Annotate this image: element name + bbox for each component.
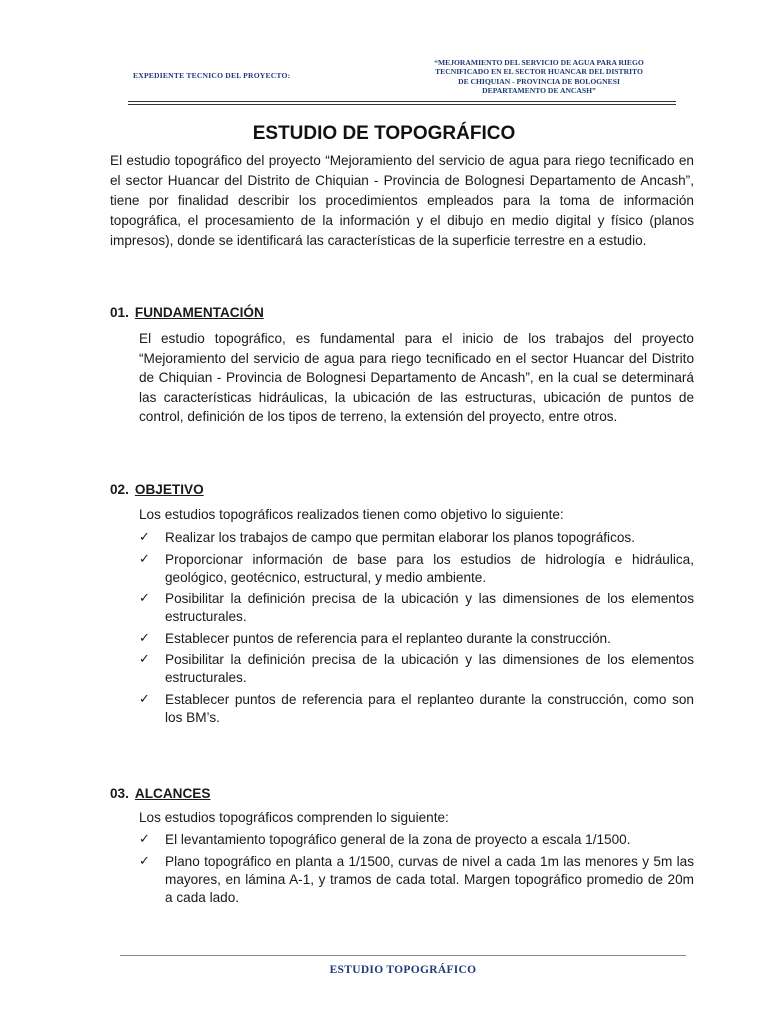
check-icon: ✓ bbox=[139, 551, 150, 567]
header-divider bbox=[128, 101, 676, 102]
section-heading-alcances bbox=[110, 786, 210, 801]
header-title-line: TECNIFICADO EN EL SECTOR HUANCAR DEL DISTRITO bbox=[435, 67, 643, 77]
list-item bbox=[139, 590, 694, 626]
check-icon: ✓ bbox=[139, 630, 150, 646]
alcances-intro: Los estudios topográficos comprenden lo siguiente: bbox=[139, 810, 449, 825]
section-title: ALCANCES bbox=[134, 786, 211, 801]
objetivo-list bbox=[139, 529, 694, 730]
document-title: ESTUDIO DE TOPOGRÁFICO bbox=[252, 123, 516, 144]
section-heading-fundamentacion bbox=[110, 305, 264, 320]
check-icon: ✓ bbox=[139, 691, 150, 707]
fundamentacion-paragraph: El estudio topográfico, es fundamental para el inicio de los trabajos del proyecto “Mejoramiento del servicio de agua para riego tecnificado en el sector Huancar del Distrito de Chiquian - Provincia de Bolognesi Departamento de Ancash”, en la cual se determinará las características hidráulicas, la ubicación de las estructuras, ubicación de puntos de control, definición de los tipos de terreno, la extensión del proyecto, entre otros. bbox=[139, 331, 694, 424]
list-item bbox=[139, 853, 694, 907]
header-project-label: EXPEDIENTE TECNICO DEL PROYECTO: bbox=[133, 71, 291, 80]
list-item-text: Posibilitar la definición precisa de la ubicación y las dimensiones de los elementos estructurales. bbox=[165, 591, 694, 624]
list-item bbox=[139, 691, 694, 727]
check-icon: ✓ bbox=[139, 652, 150, 667]
alcances-list bbox=[139, 831, 694, 910]
section-title: OBJETIVO bbox=[134, 482, 204, 497]
list-item-text: Proporcionar información de base para los estudios de hidrología e hidráulica, geológico, geotécnico, estructural, y medio ambiente. bbox=[165, 551, 694, 585]
intro-paragraph: El estudio topográfico del proyecto “Mejoramiento del servicio de agua para riego tecnificado en el sector Huancar del Distrito de Chiquian - Provincia de Bolognesi Departamento de Ancash”, tiene por finalidad describir los procedimientos empleados para la toma de información topográfica, el procesamiento de la información y el dibujo en medio digital y físico (planos impresos), donde se identificará las características de la superficie terrestre en a estudio. bbox=[110, 153, 694, 248]
check-icon: ✓ bbox=[139, 853, 150, 869]
list-item bbox=[139, 630, 694, 648]
list-item-text: Establecer puntos de referencia para el replanteo durante la construcción. bbox=[165, 630, 611, 646]
section-number: 01. bbox=[110, 305, 129, 320]
list-item-text: Realizar los trabajos de campo que permitan elaborar los planos topográficos. bbox=[165, 530, 635, 545]
objetivo-intro: Los estudios topográficos realizados tienen como objetivo lo siguiente: bbox=[139, 507, 564, 522]
section-heading-objetivo bbox=[110, 482, 204, 497]
section-number: 03. bbox=[110, 786, 129, 801]
footer-title: ESTUDIO TOPOGRÁFICO bbox=[329, 964, 477, 976]
list-item bbox=[139, 551, 694, 587]
check-icon: ✓ bbox=[139, 530, 150, 545]
footer-divider bbox=[120, 955, 686, 956]
list-item bbox=[139, 529, 694, 547]
header-project-title bbox=[405, 58, 673, 96]
section-title: FUNDAMENTACIÓN bbox=[134, 305, 264, 320]
list-item-text: Establecer puntos de referencia para el replanteo durante la construcción, como son los BM’s. bbox=[165, 691, 694, 725]
section-number: 02. bbox=[110, 482, 129, 497]
list-item-text: El levantamiento topográfico general de la zona de proyecto a escala 1/1500. bbox=[165, 832, 631, 847]
check-icon: ✓ bbox=[139, 591, 150, 606]
list-item-text: Plano topográfico en planta a 1/1500, curvas de nivel a cada 1m las menores y 5m las mayores, en lámina A-1, y tramos de cada total. Margen topográfico promedio de 20m a cada lado. bbox=[165, 853, 694, 905]
header-title-line: DEPARTAMENTO DE ANCASH” bbox=[482, 86, 596, 96]
header-title-line: DE CHIQUIAN - PROVINCIA DE BOLOGNESI bbox=[458, 76, 620, 86]
header-title-line: “MEJORAMIENTO DEL SERVICIO DE AGUA PARA RIEGO bbox=[434, 58, 644, 67]
check-icon: ✓ bbox=[139, 832, 150, 847]
list-item bbox=[139, 651, 694, 687]
list-item-text: Posibilitar la definición precisa de la ubicación y las dimensiones de los elementos estructurales. bbox=[165, 652, 694, 685]
list-item bbox=[139, 831, 694, 849]
header-divider bbox=[128, 104, 676, 105]
